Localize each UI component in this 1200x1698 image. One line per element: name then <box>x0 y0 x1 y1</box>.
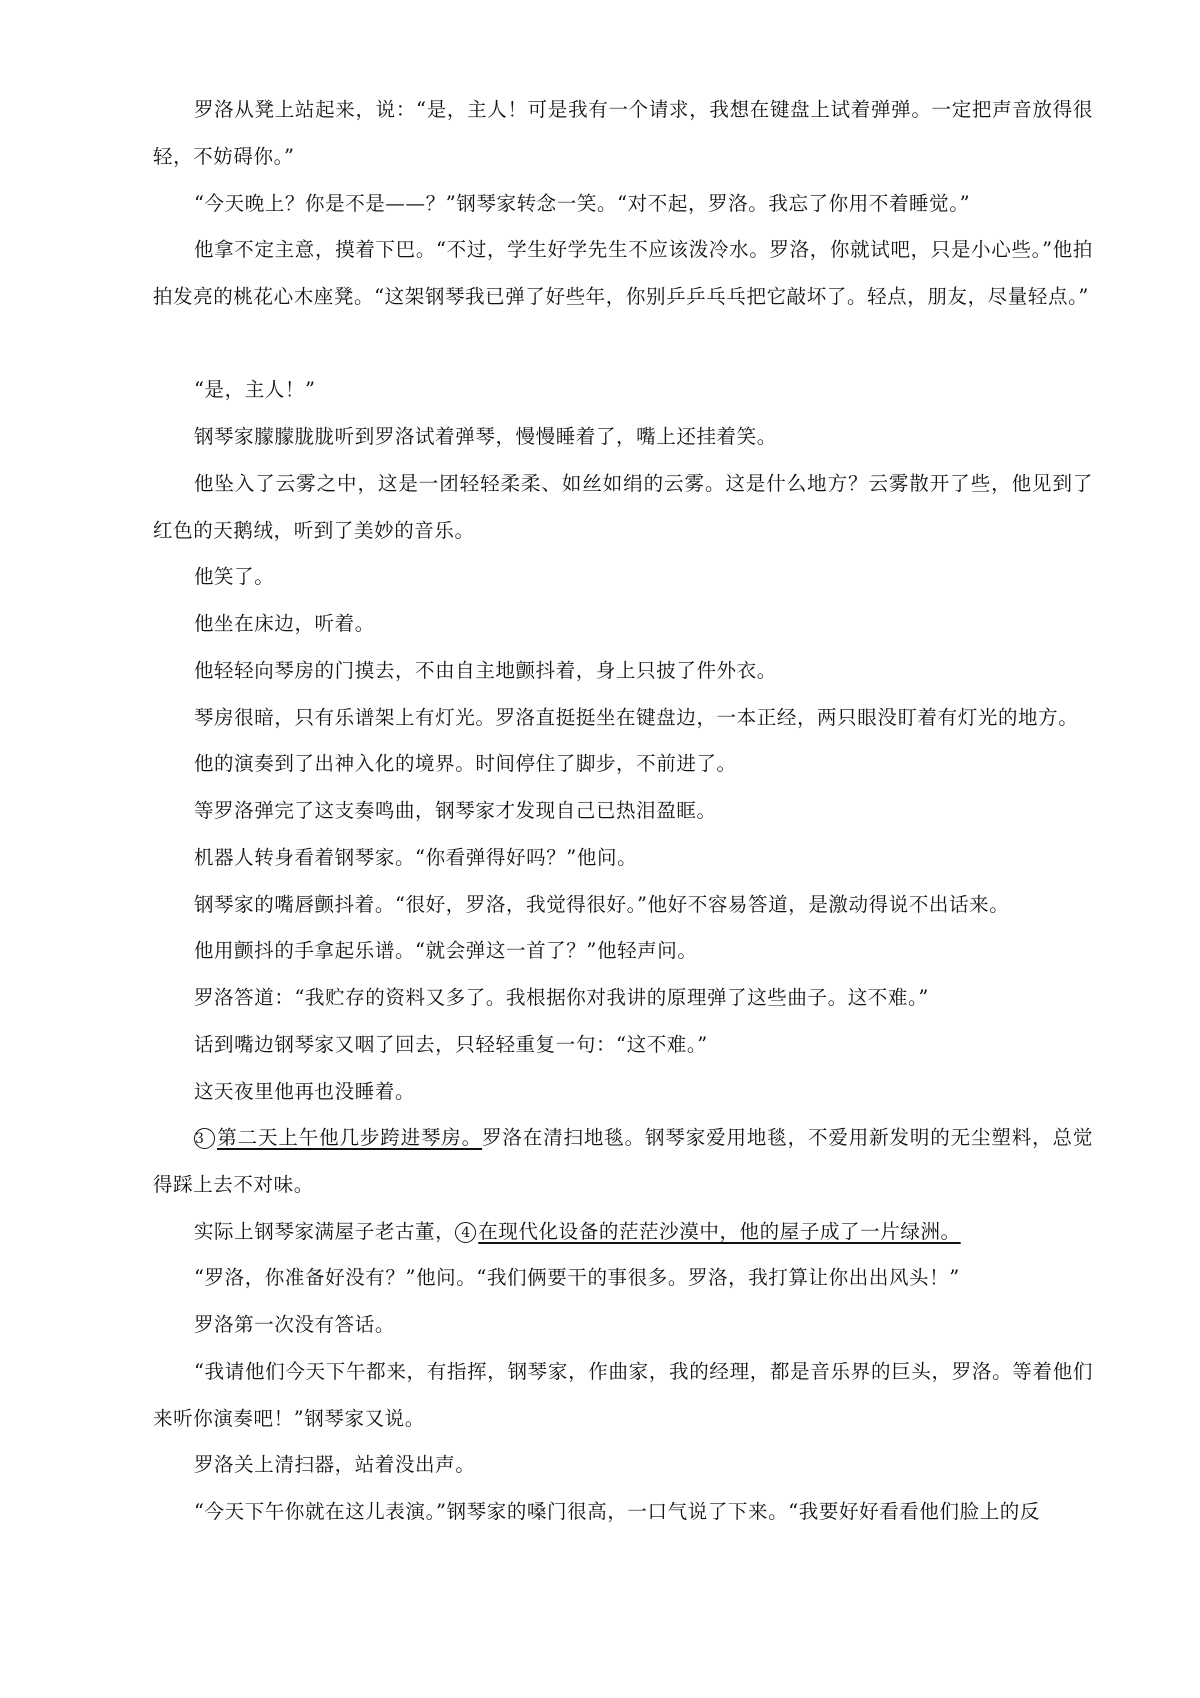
paragraph-4: “是，主人！” <box>193 378 316 401</box>
paragraph-16: 罗洛答道：“我贮存的资料又多了。我根据你对我讲的原理弹了这些曲子。这不难。” <box>193 986 929 1009</box>
paragraph-3: 他拿不定主意，摸着下巴。“不过，学生好学先生不应该泼冷水。罗洛，你就试吧，只是小心些。”他拍拍发亮的桃花心木座凳。“这架钢琴我已弹了好些年，你别乒乒乓乓把它敲坏了。轻点，朋友，尽量轻点。” <box>153 238 1093 308</box>
paragraph-19 <box>153 1114 1093 1208</box>
paragraph-22: 罗洛第一次没有答话。 <box>193 1313 395 1336</box>
paragraph-23: “我请他们今天下午都来，有指挥，钢琴家，作曲家，我的经理，都是音乐界的巨头，罗洛。等着他们来听你演奏吧！”钢琴家又说。 <box>153 1360 1093 1430</box>
paragraph-19-rest: 罗洛在清扫地毯。钢琴家爱用地毯，不爱用新发明的无尘塑料，总觉得踩上去不对味。 <box>153 1126 1093 1196</box>
paragraph-5: 钢琴家朦朦胧胧听到罗洛试着弹琴，慢慢睡着了，嘴上还挂着笑。 <box>193 425 777 448</box>
paragraph-13: 机器人转身看着钢琴家。“你看弹得好吗？”他问。 <box>193 846 638 869</box>
paragraph-24: 罗洛关上清扫器，站着没出声。 <box>193 1453 476 1476</box>
paragraph-2: “今天晚上？你是不是——？”钢琴家转念一笑。“对不起，罗洛。我忘了你用不着睡觉。” <box>193 192 971 215</box>
paragraph-7: 他笑了。 <box>193 565 275 588</box>
underlined-text-4: 在现代化设备的茫茫沙漠中，他的屋子成了一片绿洲。 <box>478 1220 961 1243</box>
underlined-sentence-4 <box>455 1220 960 1243</box>
underlined-text-3: 第二天上午他几步跨进琴房。 <box>216 1126 483 1149</box>
paragraph-1: 罗洛从凳上站起来，说：“是，主人！可是我有一个请求，我想在键盘上试着弹弹。一定把声音放得很轻，不妨碍你。” <box>153 98 1093 168</box>
paragraph-15: 他用颤抖的手拿起乐谱。“就会弹这一首了？”他轻声问。 <box>193 939 698 962</box>
paragraph-8: 他坐在床边，听着。 <box>193 612 375 635</box>
paragraph-14: 钢琴家的嘴唇颤抖着。“很好，罗洛，我觉得很好。”他好不容易答道，是激动得说不出话来。 <box>193 893 1010 916</box>
paragraph-17: 话到嘴边钢琴家又咽了回去，只轻轻重复一句：“这不难。” <box>193 1033 708 1056</box>
paragraph-11: 他的演奏到了出神入化的境界。时间停住了脚步，不前进了。 <box>193 752 737 775</box>
paragraph-20 <box>153 1208 1093 1255</box>
paragraph-9: 他轻轻向琴房的门摸去，不由自主地颤抖着，身上只披了件外衣。 <box>193 659 777 682</box>
paragraph-20-lead: 实际上钢琴家满屋子老古董， <box>193 1220 456 1243</box>
circled-number-3: 3 <box>194 1128 215 1149</box>
paragraph-21: “罗洛，你准备好没有？”他问。“我们俩要干的事很多。罗洛，我打算让你出出风头！” <box>193 1266 960 1289</box>
paragraph-25: “今天下午你就在这儿表演。”钢琴家的嗓门很高，一口气说了下来。“我要好好看看他们脸上的反 <box>193 1500 1040 1523</box>
underlined-sentence-3 <box>194 1126 482 1149</box>
paragraph-6: 他坠入了云雾之中，这是一团轻轻柔柔、如丝如绢的云雾。这是什么地方？云雾散开了些，他见到了红色的天鹅绒，听到了美妙的音乐。 <box>153 472 1093 542</box>
paragraph-18: 这天夜里他再也没睡着。 <box>193 1080 416 1103</box>
circled-number-4: 4 <box>455 1222 476 1243</box>
paragraph-12: 等罗洛弹完了这支奏鸣曲，钢琴家才发现自己已热泪盈眶。 <box>193 799 717 822</box>
paragraph-10: 琴房很暗，只有乐谱架上有灯光。罗洛直挺挺坐在键盘边，一本正经，两只眼没盯着有灯光的地方。 <box>193 706 1079 729</box>
